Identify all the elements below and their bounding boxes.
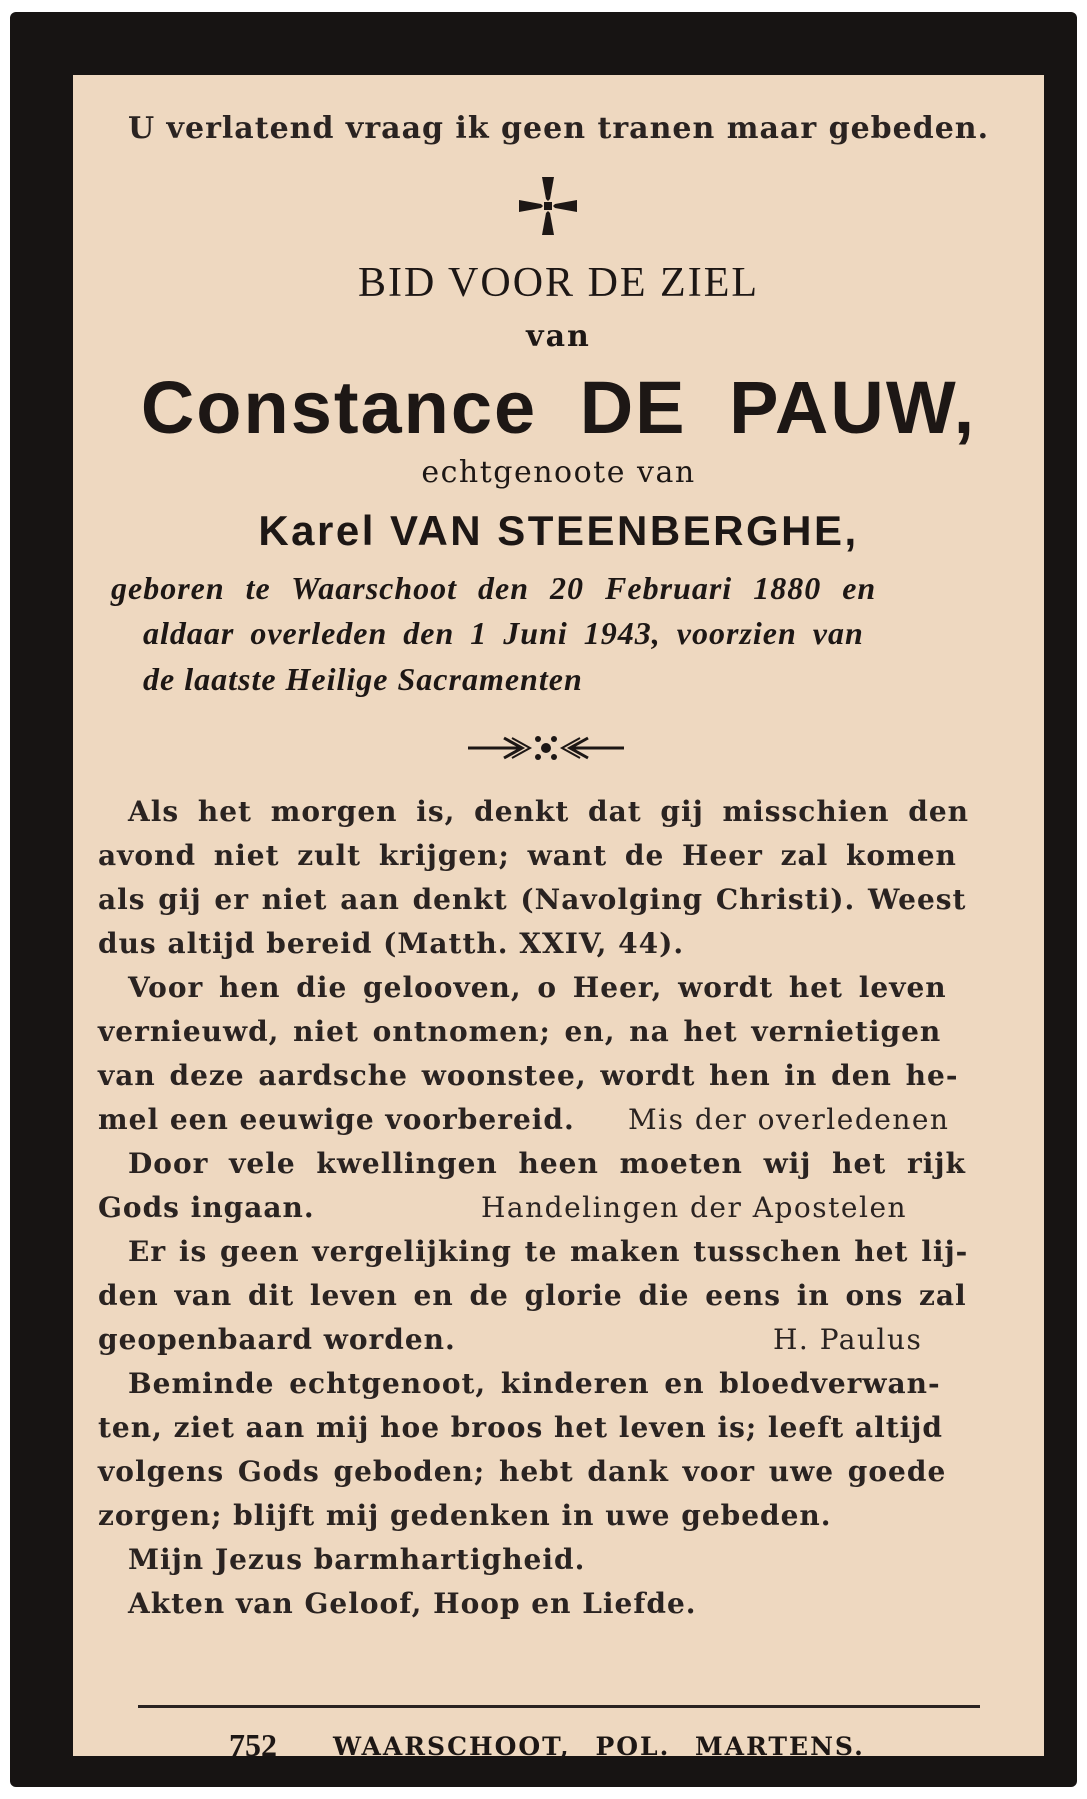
text-line: volgens Gods geboden; hebt dank voor uwe goede bbox=[98, 1455, 947, 1488]
spouse-intro: echtgenoote van bbox=[421, 455, 696, 490]
text-line: ten, ziet aan mij hoe broos het leven is; leeft altijd bbox=[98, 1411, 943, 1444]
text-line: Gods ingaan. bbox=[98, 1191, 315, 1224]
attribution: Mis der overledenen bbox=[628, 1103, 950, 1136]
text-line: Akten van Geloof, Hoop en Liefde. bbox=[128, 1587, 697, 1620]
text-line: den van dit leven en de glorie die eens in ons zal bbox=[98, 1279, 967, 1312]
biography-line: de laatste Heilige Sacramenten bbox=[143, 661, 583, 697]
text-line: Voor hen die gelooven, o Heer, wordt het leven bbox=[128, 971, 947, 1004]
text-line: avond niet zult krijgen; want de Heer zal komen bbox=[98, 839, 957, 872]
attribution: H. Paulus bbox=[773, 1323, 923, 1356]
text-line: als gij er niet aan denkt (Navolging Christi). Weest bbox=[98, 883, 967, 916]
text-line: Er is geen vergelijking te maken tusschen het lij- bbox=[128, 1235, 969, 1268]
van-label: van bbox=[526, 319, 591, 354]
text-line: Beminde echtgenoot, kinderen en bloedverwan- bbox=[128, 1367, 941, 1400]
printer-name: WAARSCHOOT, POL. MARTENS. bbox=[333, 1732, 865, 1761]
text-line: Als het morgen is, denkt dat gij misschien den bbox=[128, 795, 970, 828]
text-line: mel een eeuwige voorbereid. bbox=[98, 1103, 575, 1136]
prayer-heading: BID VOOR DE ZIEL bbox=[357, 260, 760, 306]
cross-pattee-icon bbox=[515, 173, 581, 239]
mourning-border bbox=[10, 12, 1077, 1787]
arrow-ornament-icon bbox=[466, 730, 626, 766]
printer-number: 752 bbox=[229, 1727, 277, 1763]
deceased-name: Constance DE PAUW, bbox=[140, 366, 977, 449]
text-line: van deze aardsche woonstee, wordt hen in den he- bbox=[98, 1059, 959, 1092]
memorial-card bbox=[73, 75, 1044, 1763]
motto: U verlatend vraag ik geen tranen maar gebeden. bbox=[127, 111, 990, 146]
text-line: dus altijd bereid (Matth. XXIV, 44). bbox=[98, 927, 685, 960]
text-line: zorgen; blijft mij gedenken in uwe gebeden. bbox=[98, 1499, 832, 1532]
divider-rule bbox=[138, 1705, 980, 1708]
text-line: Door vele kwellingen heen moeten wij het rijk bbox=[128, 1147, 966, 1180]
text-line: Mijn Jezus barmhartigheid. bbox=[128, 1543, 586, 1576]
biography-line: geboren te Waarschoot den 20 Februari 1880 en bbox=[111, 570, 877, 606]
text-line: geopenbaard worden. bbox=[98, 1323, 456, 1356]
attribution: Handelingen der Apostelen bbox=[481, 1191, 908, 1224]
biography-line: aldaar overleden den 1 Juni 1943, voorzien van bbox=[143, 615, 864, 651]
text-line: vernieuwd, niet ontnomen; en, na het vernietigen bbox=[98, 1015, 942, 1048]
spouse-name: Karel VAN STEENBERGHE, bbox=[258, 507, 859, 554]
